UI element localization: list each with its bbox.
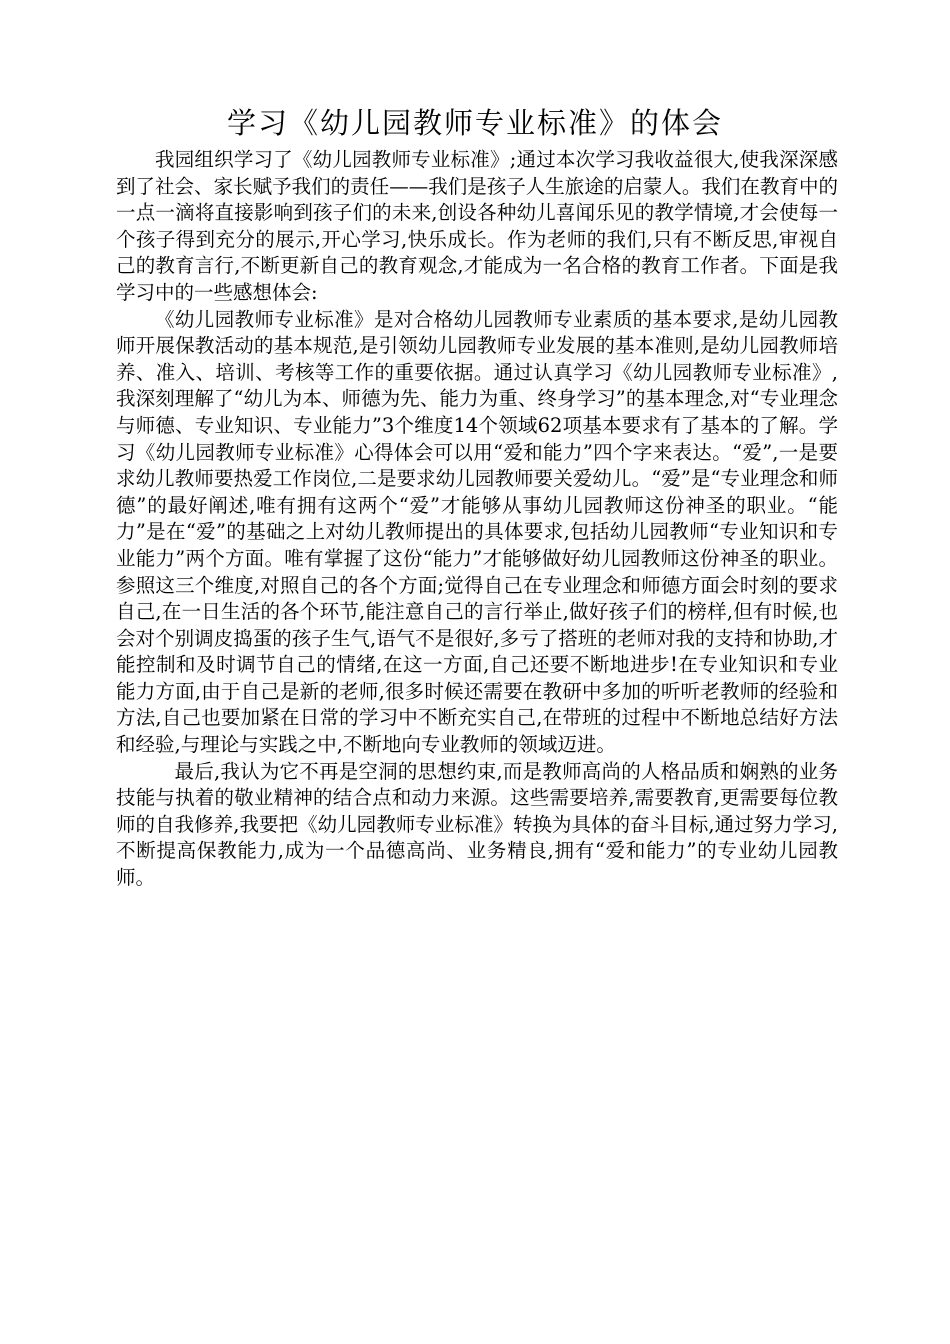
- paragraph-intro: 我园组织学习了《幼儿园教师专业标准》;通过本次学习我收益很大,使我深深感到了社会、家长赋予我们的责任——我们是孩子人生旅途的启蒙人。我们在教育中的一点一滴将直接影响到孩子们的未来,创设各种幼儿喜闻乐见的教学情境,才会使每一个孩子得到充分的展示,开心学习,快乐成长。作为老师的我们,只有不断反思,审视自己的教育言行,不断更新自己的教育观念,才能成为一名合格的教育工作者。下面是我学习中的一些感想体会:: [116, 148, 838, 304]
- paragraph-standard: 《幼儿园教师专业标准》是对合格幼儿园教师专业素质的基本要求,是幼儿园教师开展保教活动的基本规范,是引领幼儿园教师专业发展的基本准则,是幼儿园教师培养、准入、培训、考核等工作的重要依据。通过认真学习《幼儿园教师专业标准》,我深刻理解了“幼儿为本、师德为先、能力为重、终身学习”的基本理念,对“专业理念与师德、专业知识、专业能力”3个维度14个领域62项基本要求有了基本的了解。学习《幼儿园教师专业标准》心得体会可以用“爱和能力”四个字来表达。“爱”,一是要求幼儿教师要热爱工作岗位,二是要求幼儿园教师要关爱幼儿。“爱”是“专业理念和师德”的最好阐述,唯有拥有这两个“爱”才能够从事幼儿园教师这份神圣的职业。“能力”是在“爱”的基础之上对幼儿教师提出的具体要求,包括幼儿园教师“专业知识和专业能力”两个方面。唯有掌握了这份“能力”才能够做好幼儿园教师这份神圣的职业。参照这三个维度,对照自己的各个方面;觉得自己在专业理念和师德方面会时刻的要求自己,在一日生活的各个环节,能注意自己的言行举止,做好孩子们的榜样,但有时候,也会对个别调皮捣蛋的孩子生气,语气不是很好,多亏了搭班的老师对我的支持和协助,才能控制和及时调节自己的情绪,在这一方面,自己还要不断地进步!在专业知识和专业能力方面,由于自己是新的老师,很多时候还需要在教研中多加的听听老教师的经验和方法,自己也要加紧在日常的学习中不断充实自己,在带班的过程中不断地总结好方法和经验,与理论与实践之中,不断地向专业教师的领域迈进。: [116, 307, 838, 757]
- document-title: 学习《幼儿园教师专业标准》的体会: [226, 106, 723, 140]
- paragraph-conclusion: 最后,我认为它不再是空洞的思想约束,而是教师高尚的人格品质和娴熟的业务技能与执着的敬业精神的结合点和动力来源。这些需要培养,需要教育,更需要每位教师的自我修养,我要把《幼儿园教师专业标准》转换为具体的奋斗目标,通过努力学习,不断提高保教能力,成为一个品德高尚、业务精良,拥有“爱和能力”的专业幼儿园教师。: [116, 759, 838, 890]
- document-body: [116, 147, 838, 892]
